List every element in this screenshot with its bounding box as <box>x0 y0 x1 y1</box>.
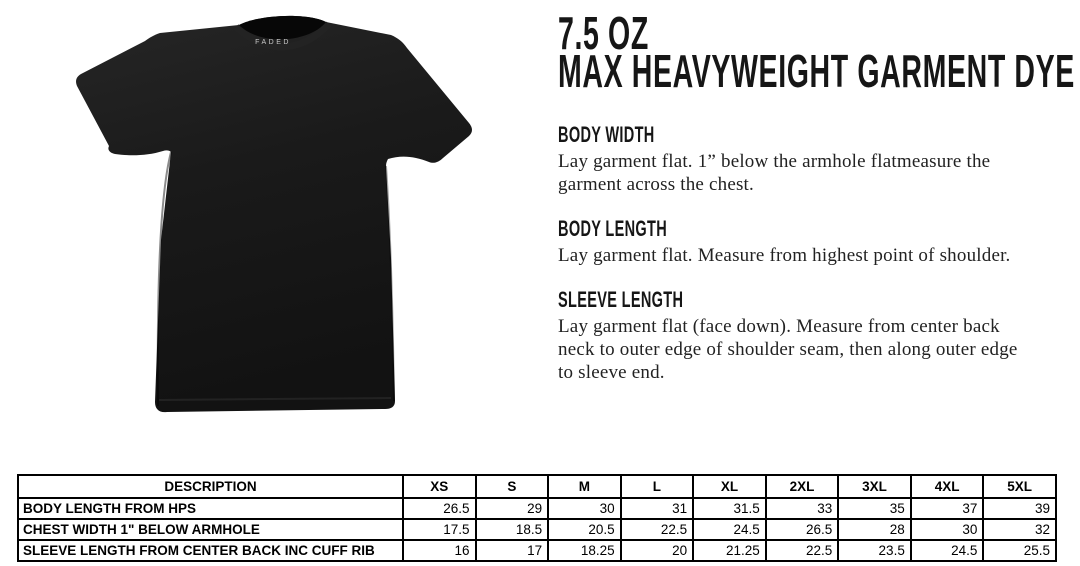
size-cell: 30 <box>548 498 621 519</box>
tshirt-image <box>38 8 520 458</box>
size-cell: 32 <box>983 519 1056 540</box>
col-header-5xl: 5XL <box>983 475 1056 498</box>
size-cell: 30 <box>911 519 984 540</box>
size-cell: 18.5 <box>476 519 549 540</box>
size-cell: 22.5 <box>621 519 694 540</box>
spec-heading: BODY LENGTH <box>558 216 668 241</box>
size-cell: 23.5 <box>838 540 911 561</box>
spec-section-sleeve-length <box>558 288 1058 384</box>
spec-heading: SLEEVE LENGTH <box>558 287 684 312</box>
size-cell: 17 <box>476 540 549 561</box>
size-cell: 16 <box>403 540 476 561</box>
col-header-description: DESCRIPTION <box>18 475 403 498</box>
size-cell: 20 <box>621 540 694 561</box>
spec-section-body-width <box>558 123 1058 196</box>
row-label: SLEEVE LENGTH FROM CENTER BACK INC CUFF RIB <box>18 540 403 561</box>
product-title-line1: 7.5 OZ <box>558 7 649 59</box>
col-header-xs: XS <box>403 475 476 498</box>
size-cell: 18.25 <box>548 540 621 561</box>
col-header-xl: XL <box>693 475 766 498</box>
col-header-s: S <box>476 475 549 498</box>
size-chart-header-row <box>18 475 1056 498</box>
product-photo <box>38 8 520 458</box>
size-cell: 21.25 <box>693 540 766 561</box>
size-cell: 26.5 <box>403 498 476 519</box>
size-chart-table <box>17 474 1057 562</box>
spec-section-body-length <box>558 217 1058 267</box>
size-cell: 31 <box>621 498 694 519</box>
row-label: BODY LENGTH FROM HPS <box>18 498 403 519</box>
col-header-4xl: 4XL <box>911 475 984 498</box>
size-cell: 39 <box>983 498 1056 519</box>
table-row-chest-width <box>18 519 1056 540</box>
product-title <box>558 7 1075 97</box>
col-header-m: M <box>548 475 621 498</box>
spec-description: Lay garment flat. 1” below the armhole flatmeasure the garment across the chest. <box>558 151 991 195</box>
table-row-body-length <box>18 498 1056 519</box>
col-header-3xl: 3XL <box>838 475 911 498</box>
size-cell: 37 <box>911 498 984 519</box>
col-header-2xl: 2XL <box>766 475 839 498</box>
size-cell: 28 <box>838 519 911 540</box>
spec-heading: BODY WIDTH <box>558 122 655 147</box>
spec-description: Lay garment flat. Measure from highest point of shoulder. <box>558 245 1011 266</box>
size-cell: 33 <box>766 498 839 519</box>
neck-label: FADED <box>255 39 291 46</box>
size-cell: 24.5 <box>693 519 766 540</box>
table-row-sleeve-length <box>18 540 1056 561</box>
product-info-column <box>558 7 1075 384</box>
product-title-line2: MAX HEAVYWEIGHT GARMENT DYE <box>558 45 1075 97</box>
size-cell: 26.5 <box>766 519 839 540</box>
size-cell: 35 <box>838 498 911 519</box>
size-cell: 25.5 <box>983 540 1056 561</box>
tshirt-body <box>76 16 472 412</box>
size-cell: 24.5 <box>911 540 984 561</box>
row-label: CHEST WIDTH 1" BELOW ARMHOLE <box>18 519 403 540</box>
size-cell: 29 <box>476 498 549 519</box>
size-cell: 20.5 <box>548 519 621 540</box>
col-header-l: L <box>621 475 694 498</box>
size-cell: 17.5 <box>403 519 476 540</box>
spec-description: Lay garment flat (face down). Measure from center back neck to outer edge of shoulder seam, then along outer edge to sleeve end. <box>558 316 1018 383</box>
size-cell: 31.5 <box>693 498 766 519</box>
size-cell: 22.5 <box>766 540 839 561</box>
